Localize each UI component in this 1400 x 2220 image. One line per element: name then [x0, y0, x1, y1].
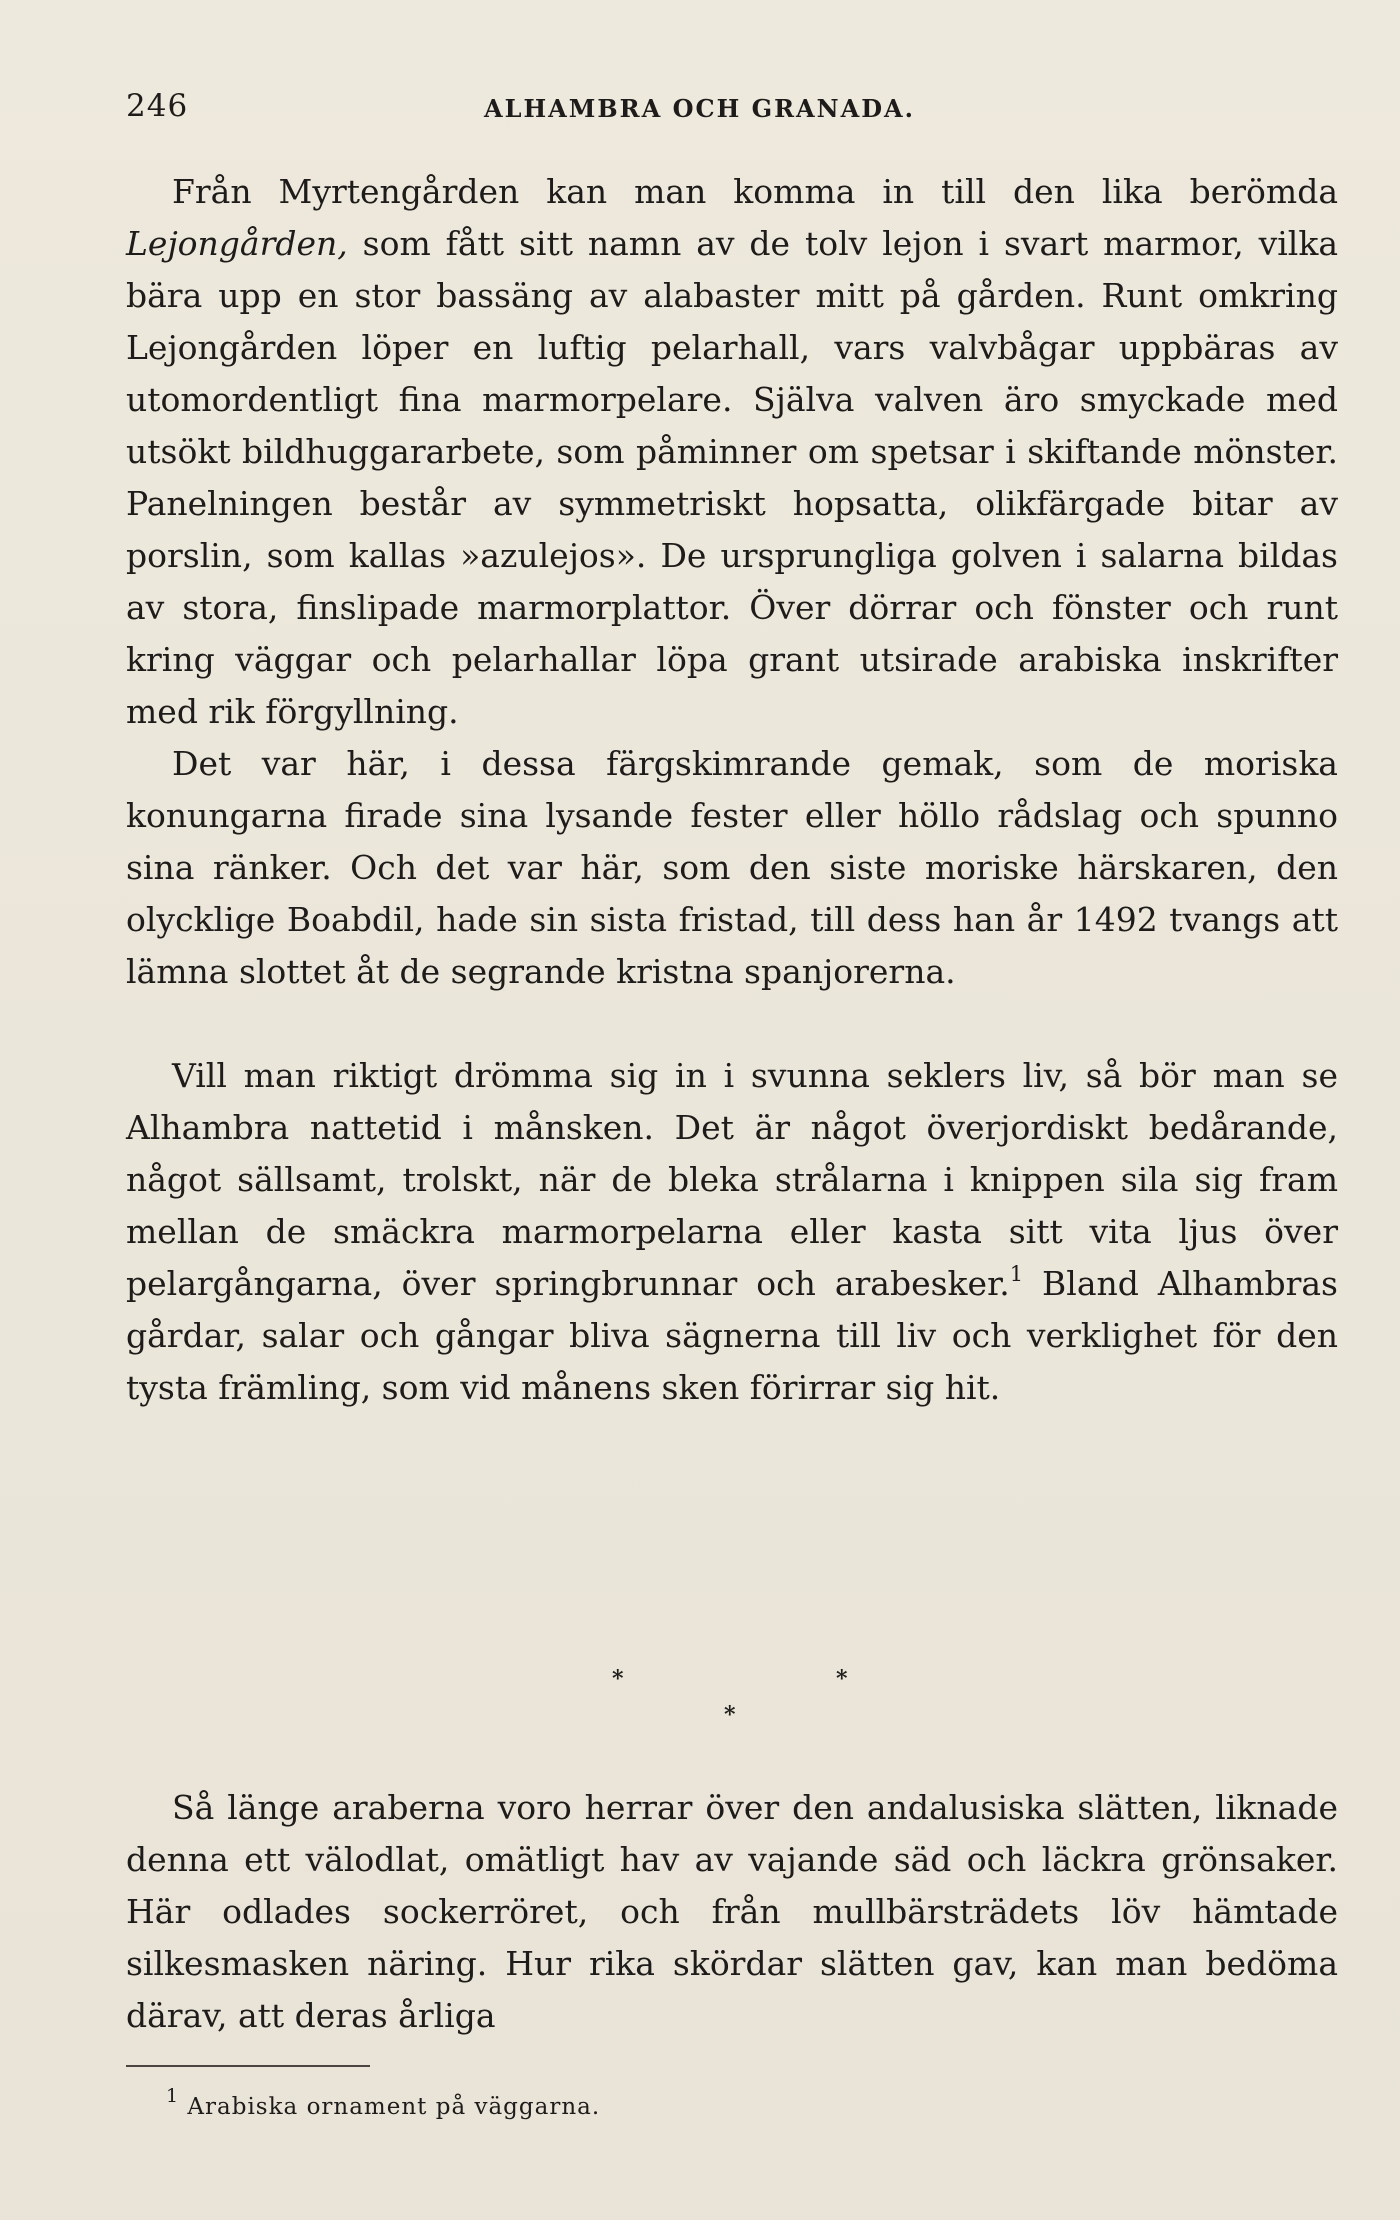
footnote-reference: 1	[1009, 1262, 1024, 1286]
paragraph-gap	[126, 998, 1338, 1050]
body-text-continued	[126, 1782, 1338, 2042]
section-break	[0, 1488, 1400, 1728]
footnote-mark: 1	[166, 2085, 180, 2107]
footnote-rule	[126, 2065, 370, 2067]
section-break-star: *	[612, 1666, 624, 1692]
paragraph-text: som fått sitt namn av de tolv lejon i svart marmor, vilka bära upp en stor bassäng av alabaster mitt på gården. Runt omkring Lejongården löper en luftig pelarhall, vars valvbågar uppbäras av utomordentligt fina marmorpelare. Själva valven äro smyckade med utsökt bildhuggararbete, som påminner om spetsar i skiftande mönster. Panelningen består av symmetriskt hopsatta, olikfärgade bitar av porslin, som kallas »azulejos». De ursprungliga golven i salarna bildas av stora, finslipade marmorplattor. Över dörrar och fönster och runt kring väggar och pelarhallar löpa grant utsirade arabiska inskrifter med rik förgyllning.	[126, 224, 1338, 731]
running-head	[126, 88, 1338, 128]
emphasized-term: Lejongården,	[126, 224, 348, 263]
paragraph-text: Bland Alhambras gårdar, salar och gångar bliva sägnerna till liv och verklighet för den tysta främling, som vid månens sken förirrar sig hit.	[126, 1264, 1338, 1407]
paragraph-moonlight	[126, 1050, 1338, 1414]
section-break-star: *	[836, 1666, 848, 1692]
paragraph-moorish-kings: Det var här, i dessa färgskimrande gemak, som de moriska konungarna firade sina lysande fester eller höllo rådslag och spunno sina ränker. Och det var här, som den siste moriske härskaren, den olycklige Boabdil, hade sin sista fristad, till dess han år 1492 tvangs att lämna slottet åt de segrande kristna spanjorerna.	[126, 744, 1338, 991]
footnote	[166, 2085, 601, 2120]
paragraph-andalusian-plain: Så länge araberna voro herrar över den andalusiska slätten, liknade denna ett välodlat, omätligt hav av vajande säd och läckra grönsaker. Här odlades sockerröret, och från mullbärsträdets löv hämtade silkesmasken näring. Hur rika skördar slätten gav, kan man bedöma därav, att deras årliga	[126, 1788, 1338, 2035]
footnote-text: Arabiska ornament på väggarna.	[187, 2094, 601, 2120]
section-break-star: *	[724, 1702, 736, 1728]
running-head-title: ALHAMBRA OCH GRANADA.	[484, 94, 916, 123]
paragraph-text: Vill man riktigt drömma sig in i svunna seklers liv, så bör man se Alhambra nattetid i månsken. Det är något överjordiskt bedårande, något sällsamt, trolskt, när de bleka strålarna i knippen sila sig fram mellan de smäckra marmorpelarna eller kasta sitt vita ljus över pelargångarna, över springbrunnar och arabesker.	[126, 1056, 1338, 1303]
paragraph-text: Från Myrtengården kan man komma in till den lika berömda	[172, 172, 1338, 211]
body-text	[126, 166, 1338, 1414]
page-number: 246	[126, 88, 189, 124]
paragraph-lejongarden	[126, 166, 1338, 738]
